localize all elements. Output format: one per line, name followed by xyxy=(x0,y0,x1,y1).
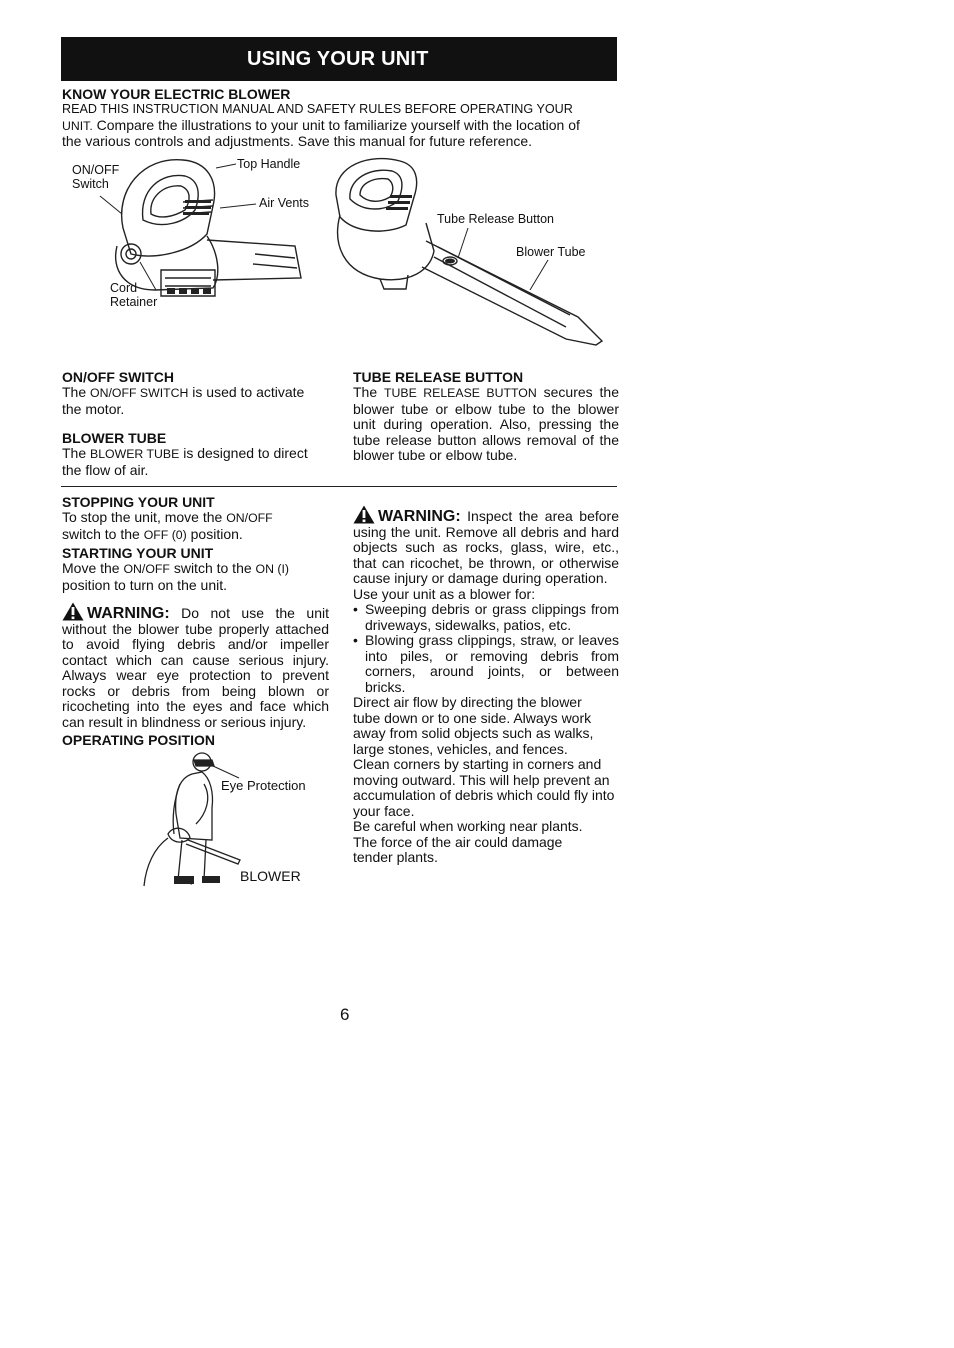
operating-position-heading: OPERATING POSITION xyxy=(62,732,215,748)
tube-release-heading: TUBE RELEASE BUTTON xyxy=(353,369,524,385)
tip-clean-corners: Clean corners by starting in corners and moving outward. This will help prevent an accumulation of debris which could fly into your face. xyxy=(353,756,615,819)
blower-tube-text: The BLOWER TUBE is designed to direct the flow of air. xyxy=(62,445,308,478)
page-title: USING YOUR UNIT xyxy=(247,48,429,70)
stopping-heading: STOPPING YOUR UNIT xyxy=(62,494,215,510)
tip-plants: Be careful when working near plants. The force of the air could damage tender plants. xyxy=(353,818,583,865)
tip-direct-air: Direct air flow by directing the blower tube down or to one side. Always work away from solid objects such as walks, large stones, vehicles, and fences. xyxy=(353,694,594,757)
label-blower-tube: Blower Tube xyxy=(516,245,586,259)
warning-triangle-icon xyxy=(353,505,375,524)
know-heading: KNOW YOUR ELECTRIC BLOWER xyxy=(62,86,291,102)
left-operation-section xyxy=(62,494,329,748)
tube-release-section xyxy=(353,369,619,464)
blower-tube-heading: BLOWER TUBE xyxy=(62,430,167,446)
tube-release-text: The TUBE RELEASE BUTTON secures the blower tube or elbow tube to the blower unit during operation. Also, pressing the tube release button allows removal of the blower tube or elbow tube. xyxy=(353,384,620,463)
warning-triangle-icon xyxy=(62,602,84,621)
label-top-handle: Top Handle xyxy=(237,157,301,171)
onoff-text: The ON/OFF SWITCH is used to activate the motor. xyxy=(62,384,305,417)
list-item: • Sweeping debris or grass clippings from driveways, sidewalks, patios, etc. xyxy=(353,601,619,633)
label-tube-release-button: Tube Release Button xyxy=(437,212,554,226)
starting-text: Move the ON/OFF switch to the ON (I) position to turn on the unit. xyxy=(62,560,289,593)
label-eye-protection: Eye Protection xyxy=(221,778,306,793)
label-air-vents: Air Vents xyxy=(259,196,310,210)
label-blower: BLOWER xyxy=(240,868,301,884)
know-line1: READ THIS INSTRUCTION MANUAL AND SAFETY RULES BEFORE OPERATING YOUR xyxy=(62,102,573,116)
starting-heading: STARTING YOUR UNIT xyxy=(62,545,214,561)
uses-list xyxy=(353,602,619,695)
warning-eye-protection: WARNING: Do not use the unit without the blower tube properly attached to avoid flying debris and/or impeller contact which can cause serious injury. Always wear eye protection to prevent rocks or debris from being blown or ricocheting into the eyes and face which can result in blindness or serious injury. xyxy=(62,602,329,730)
stopping-text: To stop the unit, move the ON/OFF switch to the OFF (0) position. xyxy=(62,509,273,542)
page-title-banner xyxy=(61,37,617,81)
uses-intro: Use your unit as a blower for: xyxy=(353,585,536,602)
left-controls-section xyxy=(62,369,329,478)
section-divider xyxy=(61,486,617,487)
know-line2: UNIT. Compare the illustrations to your unit to familiarize yourself with the location of xyxy=(62,116,580,133)
label-cord-retainer: Cord Retainer xyxy=(110,281,158,309)
warning-inspect-area: WARNING: Inspect the area before using the unit. Remove all debris and hard objects such as rocks, glass, wire, etc., that can ricochet, be thrown, or otherwise cause injury or damage during operation. xyxy=(353,505,619,587)
right-usage-section xyxy=(353,505,619,866)
intro-section xyxy=(62,86,620,150)
page-number: 6 xyxy=(340,1005,350,1024)
list-item: • Blowing grass clippings, straw, or leaves into piles, or removing debris from corners, around joints, or between bricks. xyxy=(353,632,619,695)
label-onoff-switch: ON/OFF Switch xyxy=(72,163,120,191)
onoff-heading: ON/OFF SWITCH xyxy=(62,369,174,385)
know-line3: the various controls and adjustments. Save this manual for future reference. xyxy=(62,133,533,149)
